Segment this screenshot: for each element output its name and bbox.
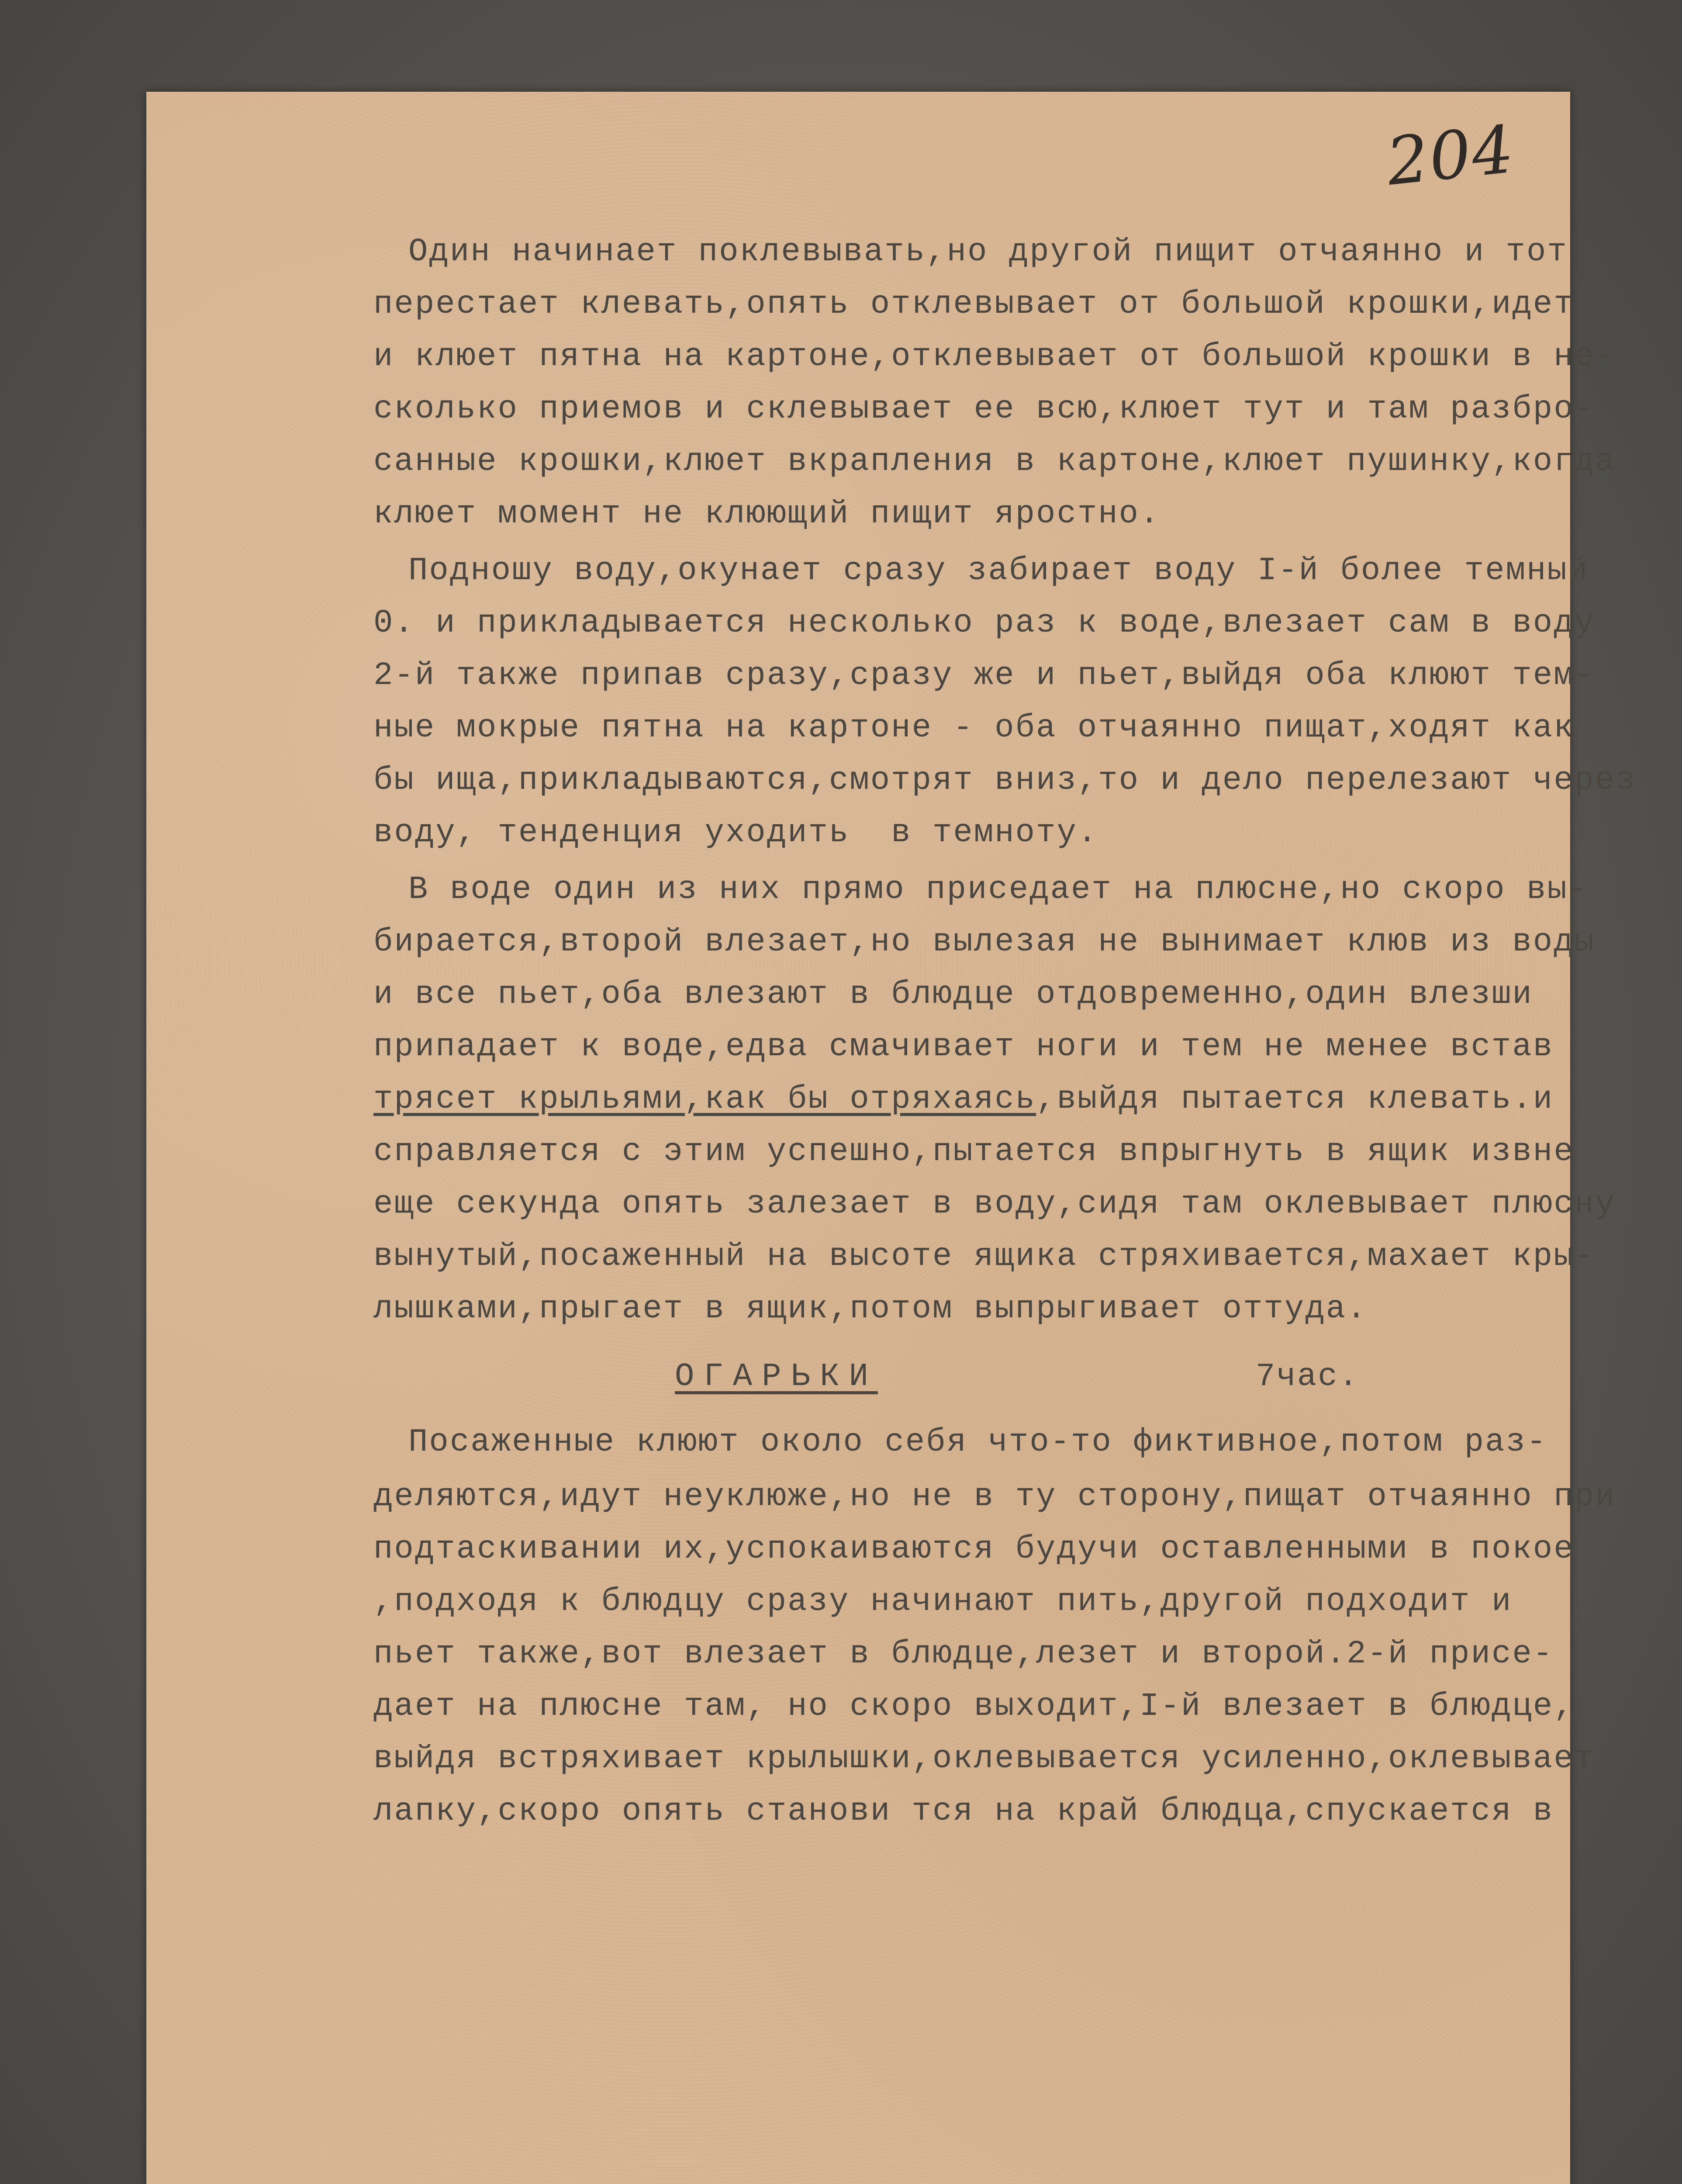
section-title: ОГАРЬКИ bbox=[675, 1358, 878, 1395]
text-line: клюет момент не клюющий пищит яростно. bbox=[373, 496, 1160, 532]
text-line: и все пьет,оба влезают в блюдце отдовременно,один влезши bbox=[373, 976, 1533, 1013]
text-line: перестает клевать,опять отклевывает от большой крошки,идет bbox=[373, 286, 1575, 323]
text-line: припадает к воде,едва смачивает ноги и тем не менее встав bbox=[373, 1029, 1554, 1065]
text-line: ные мокрые пятна на картоне - оба отчаянно пищат,ходят как bbox=[373, 710, 1575, 746]
text-line: и клюет пятна на картоне,отклевывает от большой крошки в не- bbox=[373, 339, 1616, 375]
text-line: справляется с этим успешно,пытается впрыгнуть в ящик извне bbox=[373, 1133, 1575, 1170]
text-line: лапку,скоро опять станови тся на край блюдца,спускается в bbox=[373, 1793, 1554, 1830]
text-line: Посаженные клюют около себя что-то фиктивное,потом раз- bbox=[408, 1424, 1547, 1461]
text-line: пьет также,вот влезает в блюдце,лезет и второй.2-й присе- bbox=[373, 1636, 1554, 1673]
text-line: бирается,второй влезает,но вылезая не вынимает клюв из воды bbox=[373, 924, 1596, 961]
text-line: сколько приемов и склевывает ее всю,клюет тут и там разбро- bbox=[373, 391, 1596, 428]
text-line: деляются,идут неуклюже,но не в ту сторону,пищат отчаянно при bbox=[373, 1479, 1616, 1515]
section-time: 7час. bbox=[1256, 1358, 1360, 1395]
text-line: воду, тенденция уходить в темноту. bbox=[373, 815, 1098, 851]
text-line: подтаскивании их,успокаиваются будучи оставленными в покое bbox=[373, 1531, 1575, 1568]
text-line bbox=[373, 1083, 1554, 1116]
text-line-rest: ,выйдя пытается клевать.и bbox=[1036, 1081, 1554, 1118]
text-line: ,подходя к блюдцу сразу начинают пить,другой подходит и bbox=[373, 1583, 1513, 1620]
text-line: вынутый,посаженный на высоте ящика стряхивается,махает кры- bbox=[373, 1238, 1596, 1275]
text-line: 0. и прикладывается несколько раз к воде,влезает сам в воду bbox=[373, 605, 1596, 642]
text-line: выйдя встряхивает крылышки,оклевывается усиленно,оклевывает bbox=[373, 1741, 1596, 1777]
text-line: бы ища,прикладываются,смотрят вниз,то и дело перелезают через bbox=[373, 762, 1637, 799]
text-line: лышками,прыгает в ящик,потом выпрыгивает оттуда. bbox=[373, 1291, 1368, 1327]
text-line: В воде один из них прямо приседает на плюсне,но скоро вы- bbox=[408, 871, 1589, 908]
typed-text bbox=[146, 92, 1637, 2184]
text-line: еще секунда опять залезает в воду,сидя там оклевывает плюсну bbox=[373, 1186, 1616, 1223]
text-line: 2-й также припав сразу,сразу же и пьет,выйдя оба клюют тем- bbox=[373, 657, 1596, 694]
text-line: Подношу воду,окунает сразу забирает воду I-й более темный bbox=[408, 553, 1589, 589]
text-line: Один начинает поклевывать,но другой пищит отчаянно и тот bbox=[408, 234, 1568, 270]
document-page bbox=[146, 92, 1637, 2184]
folio-number: 204 bbox=[1383, 111, 1518, 200]
underlined-phrase: трясет крыльями,как бы отряхаясь bbox=[373, 1081, 1036, 1118]
text-line: санные крошки,клюет вкрапления в картоне,клюет пушинку,когда bbox=[373, 443, 1616, 480]
text-line: дает на плюсне там, но скоро выходит,I-й влезает в блюдце, bbox=[373, 1688, 1575, 1725]
